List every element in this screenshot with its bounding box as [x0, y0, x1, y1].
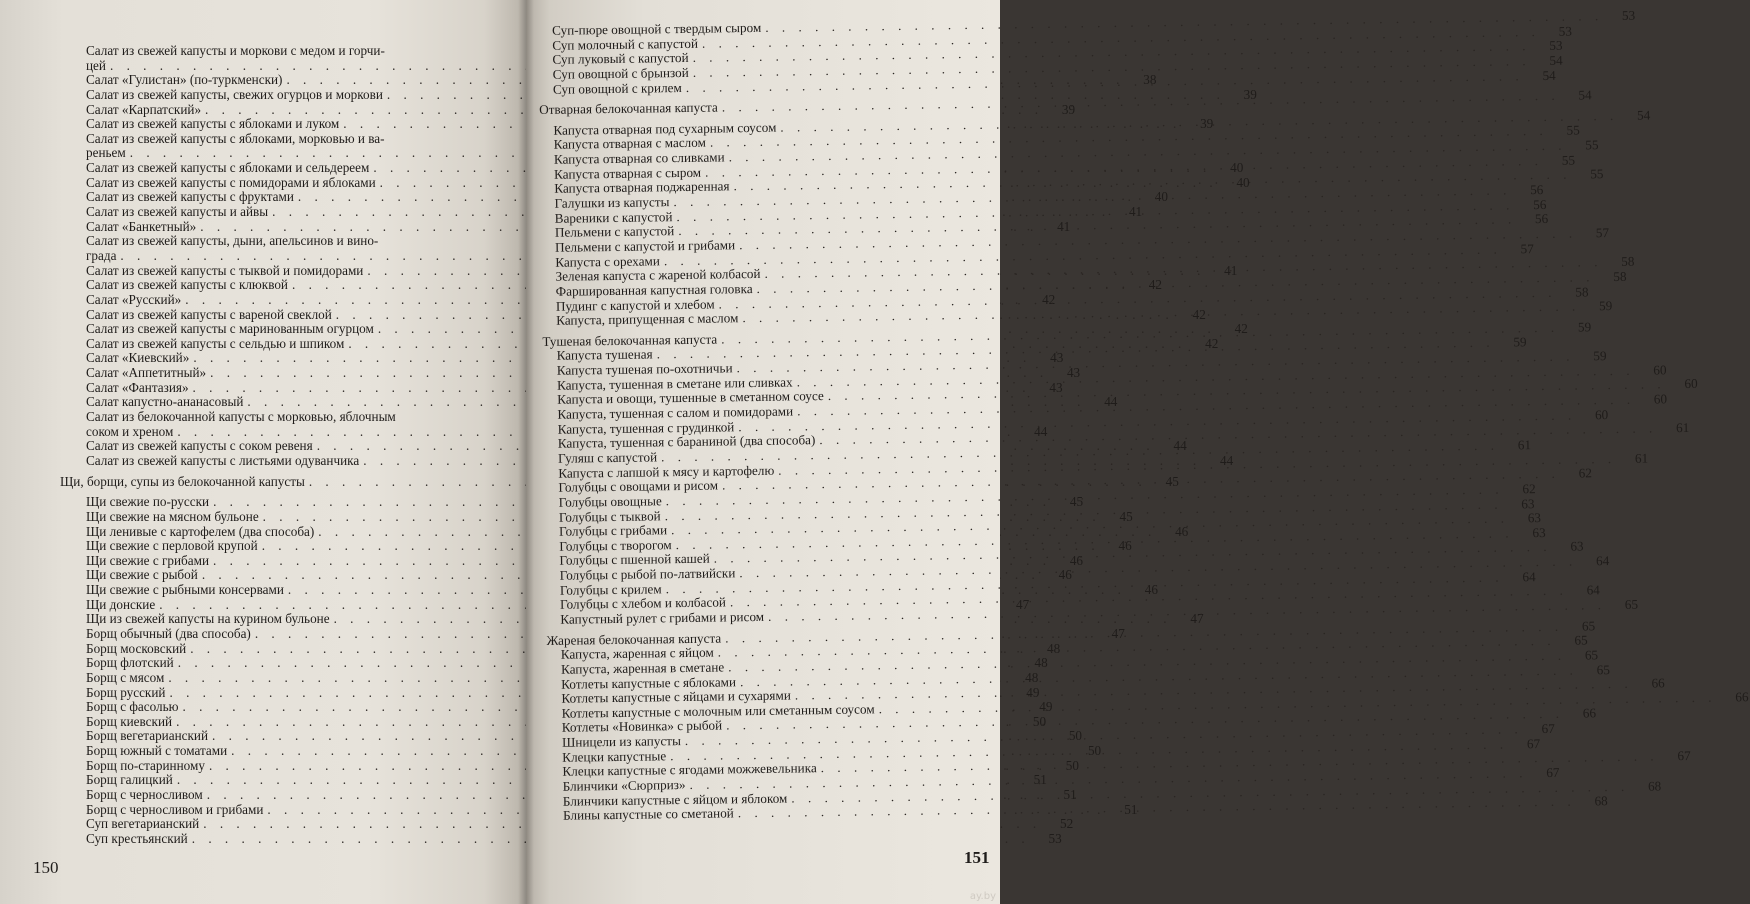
toc-page-number: 59	[1598, 298, 1613, 314]
toc-page-number: 54	[1542, 67, 1556, 83]
toc-entry-title: Капуста отварная с маслом	[553, 135, 706, 153]
toc-page-number: 42	[1148, 277, 1162, 293]
toc-entry	[60, 410, 492, 425]
toc-entry-title: Салат «Гулистан» (по-туркменски)	[86, 72, 283, 88]
toc-page-number: 60	[1653, 362, 1667, 378]
toc-entry-title: Борщ московский	[86, 640, 187, 656]
toc-entry-title: Фаршированная капустная головка	[555, 280, 753, 299]
toc-entry-title: Капуста отварная поджаренная	[554, 178, 730, 197]
toc-entry-title: Щи свежие с рыбными консервами	[86, 582, 284, 598]
toc-page-number: 58	[1575, 283, 1589, 300]
toc-entry-title: Пельмени с капустой	[554, 223, 675, 241]
toc-page-number: 61	[1517, 437, 1532, 453]
toc-page-number: 63	[1532, 524, 1546, 540]
toc-entry-title: Капуста, тушенная с салом и помидорами	[557, 403, 794, 422]
toc-page-number: 51	[1063, 787, 1077, 803]
toc-page-number: 67	[1541, 720, 1555, 737]
toc-page-number: 50	[1032, 713, 1047, 729]
toc-entry-title: Салат «Русский»	[86, 291, 182, 307]
toc-entry-title: Салат из свежей капусты с яблоками, морковью и ва-	[86, 130, 385, 146]
toc-page-number: 47	[1016, 596, 1030, 612]
toc-page-number: 68	[1594, 793, 1608, 809]
toc-entry-title: Салат из свежей капусты с листьями одуванчика	[86, 452, 360, 468]
toc-entry-title: Салат из свежей капусты, свежих огурцов и моркови	[86, 86, 383, 102]
toc-page-number: 49	[1039, 699, 1053, 715]
toc-page-number: 50	[1087, 743, 1102, 759]
toc-page-number: 44	[1220, 452, 1234, 468]
toc-entry-title: Борщ галицкий	[86, 772, 173, 788]
toc-page-number: 66	[1651, 675, 1665, 691]
toc-entry-title: Капустный рулет с грибами и рисом	[560, 608, 765, 627]
toc-entry-title: Голубцы овощные	[558, 493, 662, 510]
toc-entry-title: Борщ по-старинному	[86, 757, 205, 773]
toc-entry-title: Голубцы с рыбой по-латвийски	[559, 565, 736, 583]
toc-page-number: 45	[1165, 473, 1179, 489]
toc-page-number: 67	[1546, 764, 1560, 781]
toc-page-number: 55	[1585, 137, 1599, 153]
toc-page-number: 46	[1175, 523, 1189, 539]
toc-page-number: 39	[1061, 101, 1076, 117]
toc-page-number: 67	[1526, 735, 1541, 752]
toc-entry-title: Голубцы с творогом	[559, 536, 672, 554]
toc-page-number: 46	[1118, 538, 1132, 554]
toc-page-number: 43	[1050, 350, 1064, 366]
toc-entry-title: Котлеты капустные с яйцами и сухарями	[561, 687, 791, 706]
toc-entry-title: Борщ обычный (два способа)	[86, 625, 251, 641]
toc-page-number: 64	[1586, 582, 1600, 598]
toc-page-number: 51	[1033, 772, 1047, 788]
toc-entry-title: Салат из свежей капусты с сельдью и шпиком	[86, 335, 345, 351]
toc-entry-title: Борщ с мясом	[86, 669, 165, 685]
toc-entry-title: Салат из свежей капусты с маринованным огурцом	[86, 321, 374, 337]
toc-entry-title: Пельмени с капустой и грибами	[555, 237, 736, 255]
toc-page-number: 62	[1522, 480, 1536, 497]
page-number-left: 150	[33, 858, 59, 877]
toc-entry-title: Блинчики капустные с яйцом и яблоком	[562, 790, 788, 809]
toc-page-number: 40	[1236, 174, 1250, 190]
toc-page-number: 61	[1675, 420, 1690, 436]
toc-page-number: 53	[1048, 830, 1062, 846]
toc-page-number: 65	[1596, 661, 1611, 677]
toc-entry-title: Борщ южный с томатами	[86, 743, 228, 759]
toc-entry-title: Капуста тушеная	[556, 346, 653, 364]
toc-page-number: 65	[1581, 617, 1596, 634]
toc-entry-title: Капуста с орехами	[555, 252, 660, 270]
toc-page-number: 60	[1594, 406, 1609, 422]
toc-entry-title: Салат из свежей капусты с соком ревеня	[86, 438, 313, 454]
toc-entry-title: Котлеты капустные с яблоками	[561, 673, 737, 692]
toc-entry	[60, 321, 1248, 337]
toc-page-number: 65	[1584, 647, 1599, 663]
toc-page-number: 62	[1578, 465, 1593, 481]
toc-entry-title: Капуста, тушенная в сметане или сливках	[556, 374, 793, 393]
toc-entry-title: Салат из свежей капусты с яблоками и сельдереем	[86, 160, 370, 176]
toc-entry-title: Суп овощной с брынзой	[552, 64, 689, 82]
toc-entry-title: Блины капустные со сметаной	[562, 805, 734, 824]
toc-page-number: 46	[1144, 582, 1158, 598]
toc-entry-title: Салат капустно-ананасовый	[86, 394, 244, 410]
toc-entry	[60, 249, 492, 264]
toc-entry-title: Котлеты капустные с молочным или сметанным соусом	[561, 701, 875, 721]
toc-page-number: 44	[1034, 423, 1048, 439]
toc-entry-title: Щи свежие на мясном бульоне	[86, 508, 259, 524]
toc-page-number: 48	[1034, 655, 1048, 671]
toc-entry-title: Салат из свежей капусты с тыквой и помидорами	[86, 262, 364, 278]
toc-page-number: 67	[1677, 748, 1691, 764]
toc-page-number: 58	[1613, 268, 1627, 284]
watermark: ay.by	[969, 891, 996, 902]
toc-entry-title: Борщ вегетарианский	[86, 728, 209, 744]
toc-entry-title: Салат из свежей капусты с клюквой	[86, 277, 288, 293]
toc-page-number: 59	[1577, 319, 1592, 335]
toc-page-number: 65	[1574, 632, 1588, 648]
toc-page-number: 65	[1624, 596, 1639, 612]
toc-page-number: 63	[1570, 538, 1584, 555]
toc-entry-title: Шницели из капусты	[561, 733, 681, 750]
toc-page-number: 43	[1066, 365, 1081, 381]
toc-entry-title: Блинчики «Сюрприз»	[562, 777, 686, 794]
toc-page-number: 48	[1025, 669, 1039, 685]
toc-entry	[60, 234, 492, 249]
toc-page-number: 68	[1647, 778, 1662, 794]
toc-entry-title: Гуляш с капустой	[557, 449, 658, 466]
toc-entry-title: Суп вегетарианский	[86, 816, 200, 832]
toc-page-number: 44	[1173, 438, 1187, 454]
toc-entry-title: Салат «Банкетный»	[86, 218, 197, 234]
toc-entry-title: Голубцы с пшенной кашей	[559, 551, 710, 569]
toc-entry-title: Салат из свежей капусты с яблоками и луком	[86, 116, 340, 132]
toc-page-number: 47	[1111, 625, 1125, 641]
toc-entry-title: Голубцы с крилем	[559, 581, 662, 598]
toc-page-number: 40	[1154, 189, 1168, 205]
toc-entry-title: Борщ флотский	[86, 655, 174, 671]
toc-page-number: 44	[1104, 394, 1118, 410]
toc-page-number: 63	[1521, 495, 1535, 511]
toc-page-number: 66	[1582, 705, 1597, 721]
toc-page-number: 41	[1057, 218, 1071, 234]
toc-entry-title: Щи ленивые с картофелем (два способа)	[86, 523, 315, 539]
toc-entry-title: Салат из свежей капусты, дыни, апельсинов и вино-	[86, 233, 379, 249]
toc-entry-title: цей	[86, 57, 106, 73]
toc-page-number: 41	[1224, 262, 1238, 278]
toc-entry-title: Щи свежие с рыбой	[86, 567, 198, 583]
toc-page-number: 59	[1593, 348, 1607, 364]
toc-entry	[60, 59, 492, 74]
toc-page-number: 60	[1684, 376, 1698, 392]
toc-entry-title: Капуста, жаренная в сметане	[560, 659, 725, 677]
toc-page-number: 41	[1128, 204, 1143, 220]
toc-page-number: 51	[1124, 801, 1138, 817]
toc-entry-title: Суп-пюре овощной с твердым сыром	[551, 19, 762, 38]
toc-entry-title: Салат из свежей капусты с вареной свеклой	[86, 306, 332, 322]
toc-page-number: 54	[1578, 87, 1592, 103]
toc-entry-title: Зеленая капуста с жареной колбасой	[555, 266, 761, 285]
toc-entry-title: града	[86, 247, 117, 263]
toc-entry-title: Салат из свежей капусты с фруктами	[86, 189, 294, 205]
toc-entry-title: Суп крестьянский	[86, 830, 188, 846]
toc-page-number: 45	[1069, 494, 1084, 510]
page-number-right: 151	[964, 848, 990, 867]
toc-entry-title: Капуста, тушенная с грудинкой	[557, 418, 735, 437]
toc-page-number: 53	[1621, 7, 1636, 23]
toc-entry-title: Салат «Фантазия»	[86, 379, 189, 395]
toc-page-number: 55	[1561, 152, 1576, 168]
toc-page-number: 55	[1590, 166, 1604, 182]
toc-page-number: 46	[1069, 552, 1083, 568]
toc-entry-title: Щи свежие с грибами	[86, 552, 210, 568]
toc-page-number: 59	[1513, 334, 1527, 350]
toc-page-number: 45	[1119, 508, 1133, 524]
toc-entry-title: Капуста с лапшой к мясу и картофелю	[558, 462, 775, 481]
toc-entry-title: Салат из свежей капусты с помидорами и яблоками	[86, 174, 376, 190]
toc-entry-title: Капуста отварная со сливками	[553, 149, 725, 167]
toc-entry	[60, 132, 492, 147]
toc-entry	[60, 830, 1062, 847]
toc-page-number: 57	[1520, 240, 1534, 256]
toc-page-number: 38	[1143, 72, 1157, 88]
toc-entry-title: Капуста тушеная по-охотничьи	[556, 360, 733, 378]
toc-page-number: 47	[1190, 611, 1204, 627]
toc-page-number: 40	[1230, 160, 1244, 176]
toc-entry-title: соком и хреном	[86, 423, 174, 439]
toc-entry-title: Голубцы с хлебом и колбасой	[560, 594, 727, 613]
toc-page-number: 56	[1530, 182, 1544, 198]
toc-entry-title: Щи, борщи, супы из белокочанной капусты	[60, 473, 305, 489]
toc-entry-title: Капуста отварная под сухарным соусом	[553, 119, 777, 138]
toc-page-number: 53	[1549, 37, 1563, 54]
toc-entry-title: Щи из свежей капусты на курином бульоне	[86, 611, 330, 627]
toc-page-number: 48	[1046, 640, 1061, 656]
toc-page-number: 64	[1522, 568, 1536, 585]
toc-page-number: 52	[1060, 816, 1074, 832]
toc-entry-title: Щи свежие с перловой крупой	[86, 538, 258, 554]
toc-page-number: 63	[1527, 510, 1542, 526]
toc-page-number: 61	[1634, 450, 1649, 466]
toc-entry-title: реньем	[86, 145, 126, 161]
toc-entry-title: Пудинг с капустой и хлебом	[555, 296, 715, 314]
toc-entry-title: Салат из свежей капусты и айвы	[86, 204, 269, 220]
toc-page-number: 57	[1595, 225, 1610, 241]
toc-entry-title: Салат из белокочанной капусты с морковью, яблочным	[86, 409, 396, 425]
toc-entry-title: Отварная белокочанная капуста	[539, 99, 718, 118]
toc-entry-title: Щи свежие по-русски	[86, 494, 210, 510]
toc-page-number: 49	[1026, 684, 1040, 700]
toc-entry-title: Жареная белокочанная капуста	[546, 630, 722, 648]
toc-page-number: 39	[1200, 116, 1214, 132]
toc-entry-title: Голубцы с тыквой	[558, 507, 661, 525]
toc-entry-title: Суп луковый с капустой	[552, 50, 689, 68]
toc-page-number: 56	[1534, 211, 1549, 227]
toc-page-number: 42	[1042, 291, 1056, 307]
toc-entry-title: Борщ с черносливом	[86, 787, 203, 803]
toc-entry-title: Котлеты «Новинка» с рыбой	[561, 717, 723, 736]
toc-entry-title: Щи донские	[86, 596, 156, 612]
toc-page-number: 53	[1558, 23, 1572, 39]
toc-entry-title: Голубцы с грибами	[558, 522, 668, 539]
toc-entry	[60, 44, 492, 59]
toc-page-number: 46	[1058, 567, 1072, 583]
toc-entry	[60, 146, 492, 161]
toc-page-number: 42	[1192, 306, 1206, 322]
toc-page-number: 39	[1243, 86, 1257, 102]
toc-page-number: 64	[1595, 553, 1610, 569]
toc-entry-title: Салат «Аппетитный»	[86, 365, 207, 381]
toc-page-number: 60	[1653, 391, 1668, 407]
toc-page-number: 43	[1049, 379, 1063, 395]
toc-page-number: 55	[1566, 122, 1580, 139]
toc-page-number: 42	[1234, 321, 1248, 337]
toc-entry-title: Тушеная белокочанная капуста	[542, 331, 718, 349]
toc-entry-title: Клецки капустные с ягодами можжевельника	[562, 760, 817, 780]
toc-entry-title: Суп молочный с капустой	[552, 35, 699, 53]
toc-entry-title: Голубцы с овощами и рисом	[558, 477, 719, 495]
toc-entry-title: Борщ киевский	[86, 713, 173, 729]
toc-entry-title: Борщ с черносливом и грибами	[86, 801, 264, 817]
toc-entry-title: Вареники с капустой	[554, 208, 673, 226]
toc-page-number: 54	[1549, 52, 1563, 68]
toc-entry	[60, 816, 1074, 832]
toc-page-number: 58	[1621, 253, 1635, 270]
toc-entry-title: Капуста отварная с сыром	[553, 164, 702, 182]
toc-entry-title: Суп овощной с крилем	[552, 79, 682, 97]
toc-entry-title: Капуста и овощи, тушенные в сметанном соусе	[557, 388, 824, 408]
toc-entry-title: Капуста, тушенная с бараниной (два способа)	[557, 432, 816, 452]
toc-entry-title: Клецки капустные	[562, 748, 667, 765]
toc-page-number: 50	[1068, 728, 1083, 744]
toc-entry-title: Борщ русский	[86, 684, 166, 700]
toc-page-number: 42	[1205, 335, 1219, 351]
toc-entry-title: Салат «Киевский»	[86, 350, 190, 366]
toc-page-number: 50	[1065, 757, 1079, 773]
toc-entry-title: Капуста, жаренная с яйцом	[560, 644, 714, 663]
toc-page-number: 54	[1636, 107, 1651, 123]
toc-page-number: 66	[1735, 688, 1749, 705]
toc-entry-title: Борщ с фасолью	[86, 699, 179, 715]
toc-entry-title: Капуста, припущенная с маслом	[556, 310, 739, 328]
toc-entry-title: Галушки из капусты	[554, 194, 670, 211]
toc-entry-title: Салат из свежей капусты и моркови с медом и горчи-	[86, 43, 385, 58]
toc-page-number: 56	[1533, 196, 1547, 212]
toc-entry-title: Салат «Карпатский»	[86, 101, 202, 117]
